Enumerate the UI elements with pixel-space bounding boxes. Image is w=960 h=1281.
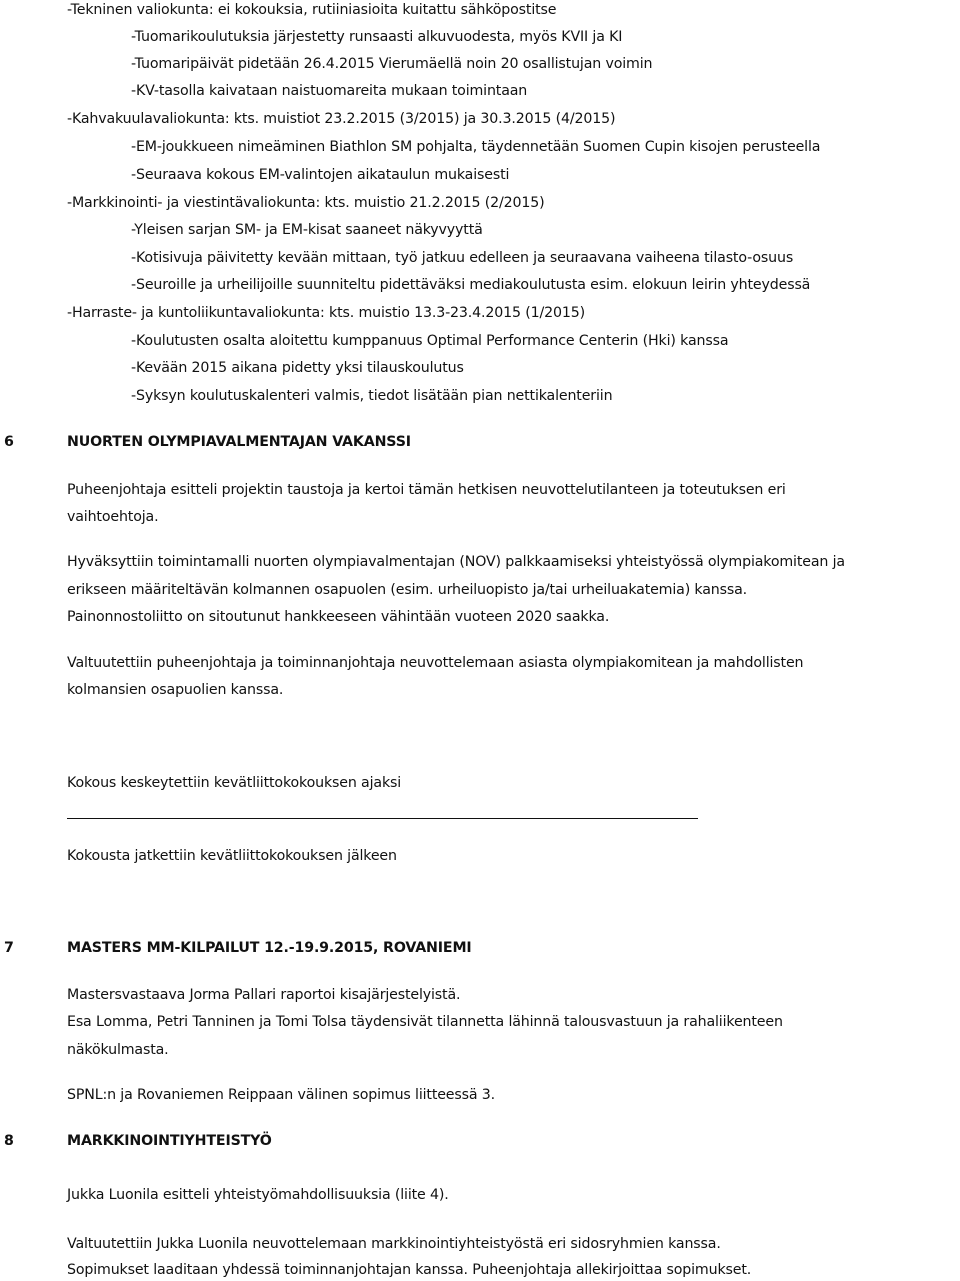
list-item: -KV-tasolla kaivataan naistuomareita mukaan toimintaan bbox=[131, 83, 528, 99]
list-item: -Harraste- ja kuntoliikuntavaliokunta: kts. muistio 13.3-23.4.2015 (1/2015) bbox=[67, 305, 586, 321]
list-item: -Kahvakuulavaliokunta: kts. muistiot 23.2.2015 (3/2015) ja 30.3.2015 (4/2015) bbox=[67, 111, 616, 127]
list-item: -Syksyn koulutuskalenteri valmis, tiedot lisätään pian nettikalenteriin bbox=[131, 388, 613, 404]
list-item: -Tuomarikoulutuksia järjestetty runsaasti alkuvuodesta, myös KVII ja KI bbox=[131, 29, 623, 45]
list-item: -Tekninen valiokunta: ei kokouksia, rutiiniasioita kuitattu sähköpostitse bbox=[67, 2, 557, 18]
divider-line bbox=[67, 818, 698, 819]
paragraph-line: vaihtoehtoja. bbox=[67, 509, 159, 525]
paragraph-line: SPNL:n ja Rovaniemen Reippaan välinen sopimus liitteessä 3. bbox=[67, 1087, 496, 1103]
section-title: NUORTEN OLYMPIAVALMENTAJAN VAKANSSI bbox=[67, 434, 411, 450]
list-item: -EM-joukkueen nimeäminen Biathlon SM pohjalta, täydennetään Suomen Cupin kisojen perusteella bbox=[131, 139, 821, 155]
paragraph-line: erikseen määriteltävän kolmannen osapuolen (esim. urheiluopisto ja/tai urheiluakatemia) kanssa. bbox=[67, 582, 748, 598]
paragraph-line: kolmansien osapuolien kanssa. bbox=[67, 682, 284, 698]
list-item: -Yleisen sarjan SM- ja EM-kisat saaneet näkyvyyttä bbox=[131, 222, 483, 238]
list-item: -Tuomaripäivät pidetään 26.4.2015 Vierumäellä noin 20 osallistujan voimin bbox=[131, 56, 653, 72]
list-item: -Markkinointi- ja viestintävaliokunta: kts. muistio 21.2.2015 (2/2015) bbox=[67, 195, 545, 211]
paragraph-line: Valtuutettiin Jukka Luonila neuvottelemaan markkinointiyhteistyöstä eri sidosryhmien kanssa. bbox=[67, 1236, 721, 1252]
list-item: -Koulutusten osalta aloitettu kumppanuus Optimal Performance Centerin (Hki) kanssa bbox=[131, 333, 729, 349]
paragraph-line: Painonnostoliitto on sitoutunut hankkeeseen vähintään vuoteen 2020 saakka. bbox=[67, 609, 610, 625]
paragraph-line: Jukka Luonila esitteli yhteistyömahdollisuuksia (liite 4). bbox=[67, 1187, 449, 1203]
paragraph-line: Hyväksyttiin toimintamalli nuorten olympiavalmentajan (NOV) palkkaamiseksi yhteistyössä olympiakomitean ja bbox=[67, 554, 845, 570]
paragraph-line: Puheenjohtaja esitteli projektin taustoja ja kertoi tämän hetkisen neuvottelutilanteen ja toteutuksen eri bbox=[67, 482, 786, 498]
section-title: MARKKINOINTIYHTEISTYÖ bbox=[67, 1133, 272, 1149]
meeting-resume-note: Kokousta jatkettiin kevätliittokokouksen jälkeen bbox=[67, 848, 397, 864]
list-item: -Kotisivuja päivitetty kevään mittaan, työ jatkuu edelleen ja seuraavana vaiheena tilasto-osuus bbox=[131, 250, 794, 266]
paragraph-line: näkökulmasta. bbox=[67, 1042, 169, 1058]
section-number: 7 bbox=[4, 940, 14, 956]
list-item: -Seuraava kokous EM-valintojen aikataulun mukaisesti bbox=[131, 167, 510, 183]
meeting-break-note: Kokous keskeytettiin kevätliittokokouksen ajaksi bbox=[67, 775, 402, 791]
section-title: MASTERS MM-KILPAILUT 12.-19.9.2015, ROVANIEMI bbox=[67, 940, 472, 956]
paragraph-line: Mastersvastaava Jorma Pallari raportoi kisajärjestelyistä. bbox=[67, 987, 461, 1003]
list-item: -Seuroille ja urheilijoille suunniteltu pidettäväksi mediakoulutusta esim. elokuun leirin yhteydessä bbox=[131, 277, 811, 293]
paragraph-line: Sopimukset laaditaan yhdessä toiminnanjohtajan kanssa. Puheenjohtaja allekirjoittaa sopimukset. bbox=[67, 1262, 752, 1278]
section-number: 6 bbox=[4, 434, 14, 450]
paragraph-line: Esa Lomma, Petri Tanninen ja Tomi Tolsa täydensivät tilannetta lähinnä talousvastuun ja rahaliikenteen bbox=[67, 1014, 783, 1030]
paragraph-line: Valtuutettiin puheenjohtaja ja toiminnanjohtaja neuvottelemaan asiasta olympiakomitean ja mahdollisten bbox=[67, 655, 804, 671]
section-number: 8 bbox=[4, 1133, 14, 1149]
list-item: -Kevään 2015 aikana pidetty yksi tilauskoulutus bbox=[131, 360, 464, 376]
